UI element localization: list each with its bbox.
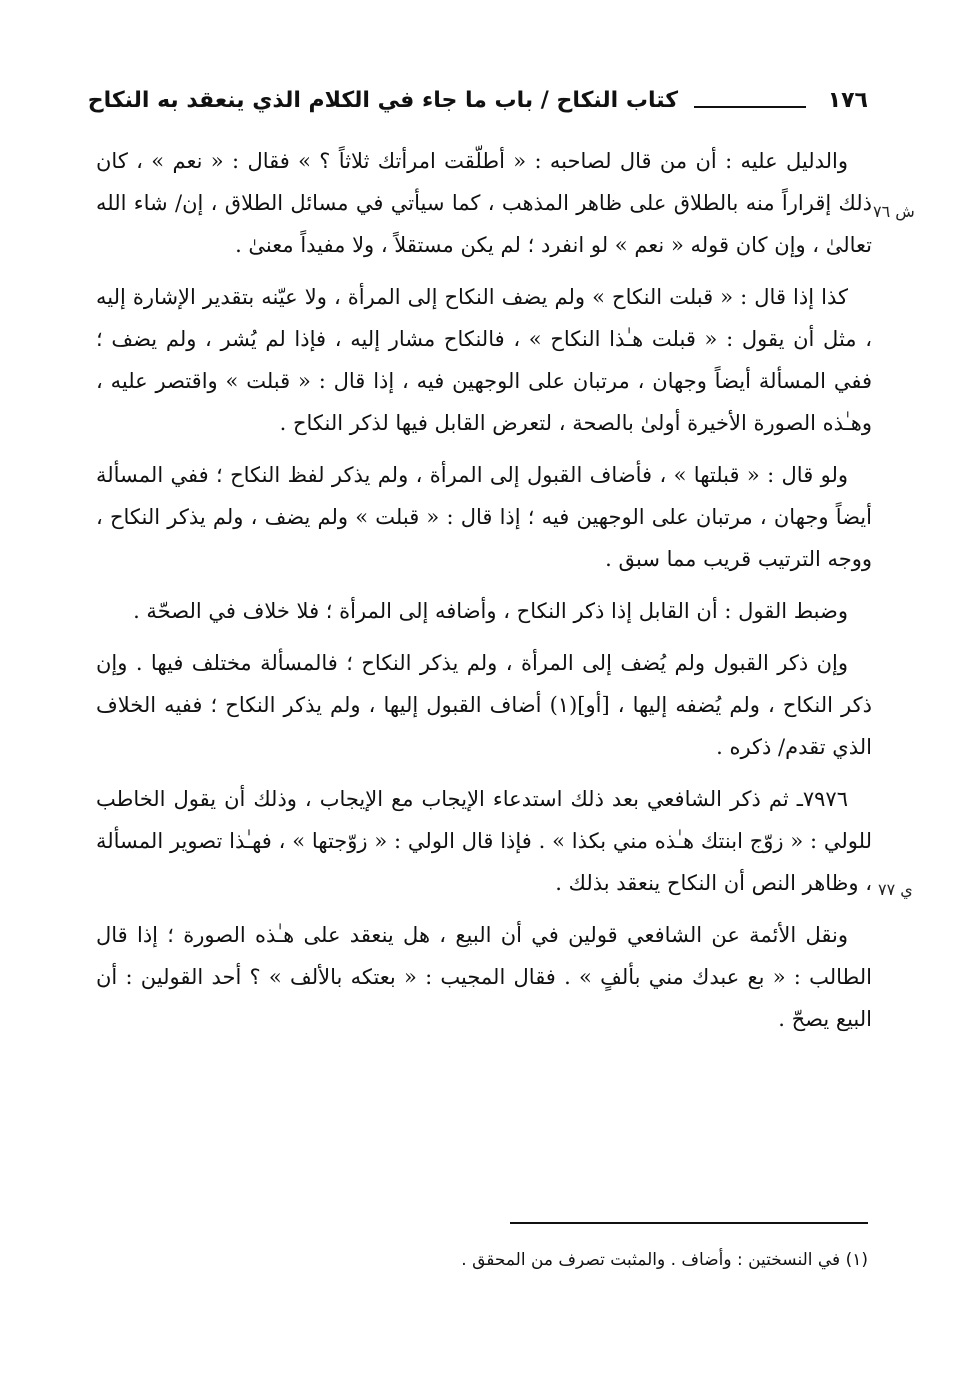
header-rule — [694, 106, 806, 108]
paragraph-rule: وضبط القول : أن القابل إذا ذكر النكاح ، وأضافه إلى المرأة ؛ فلا خلاف في الصحّة . — [133, 599, 848, 623]
paragraph-7976: ٧٩٧٦ـ ثم ذكر الشافعي بعد ذلك استدعاء الإيجاب مع الإيجاب ، وذلك أن يقول الخاطب للولي : « زوّج ابنتك هـٰذه مني بكذا » . فإذا قال الولي : « زوّجتها » ، فهـٰذا تصوير المسألة ، وظاهر النص أن النكاح ينعقد بذلك . — [96, 787, 872, 895]
running-title: كتاب النكاح / باب ما جاء في الكلام الذي ينعقد به النكاح — [87, 88, 678, 113]
paragraph-accept-her: ولو قال : « قبلتها » ، فأضاف القبول إلى المرأة ، ولم يذكر لفظ النكاح ؛ ففي المسألة أيضاً وجهان ، مرتبان على الوجهين فيه ؛ إذا قال : « قبلت » ولم يضف ، ولم يذكر النكاح ، ووجه الترتيب قريب مما سبق . — [96, 463, 872, 571]
paragraph-evidence: والدليل عليه : أن من قال لصاحبه : « أطلّقت امرأتك ثلاثاً ؟ » فقال : « نعم » ، كان ذلك إقراراً منه بالطلاق على ظاهر المذهب ، كما سيأتي في مسائل الطلاق ، إن/ شاء الله تعالىٰ ، وإن كان قوله « نعم » لو انفرد ؛ لم يكن مستقلاً ، ولا مفيداً معنىٰ . — [96, 149, 872, 257]
page-header — [87, 84, 868, 124]
margin-note-folio-77: ي ٧٧ — [878, 880, 913, 899]
footnote-separator — [510, 1222, 868, 1224]
footnote-1: (١) في النسختين : وأضاف . والمثبت تصرف من المحقق . — [461, 1250, 868, 1270]
margin-note-folio-76: ش ٧٦ — [873, 202, 915, 221]
main-text — [96, 140, 872, 1050]
paragraph-accept-marriage: كذا إذا قال : « قبلت النكاح » ولم يضف النكاح إلى المرأة ، ولا عيّنه بتقدير الإشارة إليه ، مثل أن يقول : « قبلت هـٰذا النكاح » ، فالنكاح مشار إليه ، فإذا لم يُشر ، ولم يضف ؛ ففي المسألة أيضاً وجهان ، مرتبان على الوجهين فيه ، إذا قال : « قبلت » واقتصر عليه ، وهـٰذه الصورة الأخيرة أولىٰ بالصحة ، لتعرض القابل فيها لذكر النكاح . — [96, 285, 872, 435]
page-number: ١٧٦ — [827, 88, 868, 113]
paragraph-cases: وإن ذكر القبول ولم يُضف إلى المرأة ، ولم يذكر النكاح ؛ فالمسألة مختلف فيها . وإن ذكر النكاح ، ولم يُضفه إليها ، [أو](١) أضاف القبول إليها ، ولم يذكر النكاح ؛ ففيه الخلاف الذي تقدم/ ذكره . — [96, 651, 872, 759]
paragraph-sale: ونقل الأئمة عن الشافعي قولين في أن البيع ، هل ينعقد على هـٰذه الصورة ؛ إذا قال الطالب : « بع عبدك مني بألفٍ » . فقال المجيب : « بعتكه بالألف » ؟ أحد القولين : أن البيع يصحّ . — [96, 923, 872, 1031]
